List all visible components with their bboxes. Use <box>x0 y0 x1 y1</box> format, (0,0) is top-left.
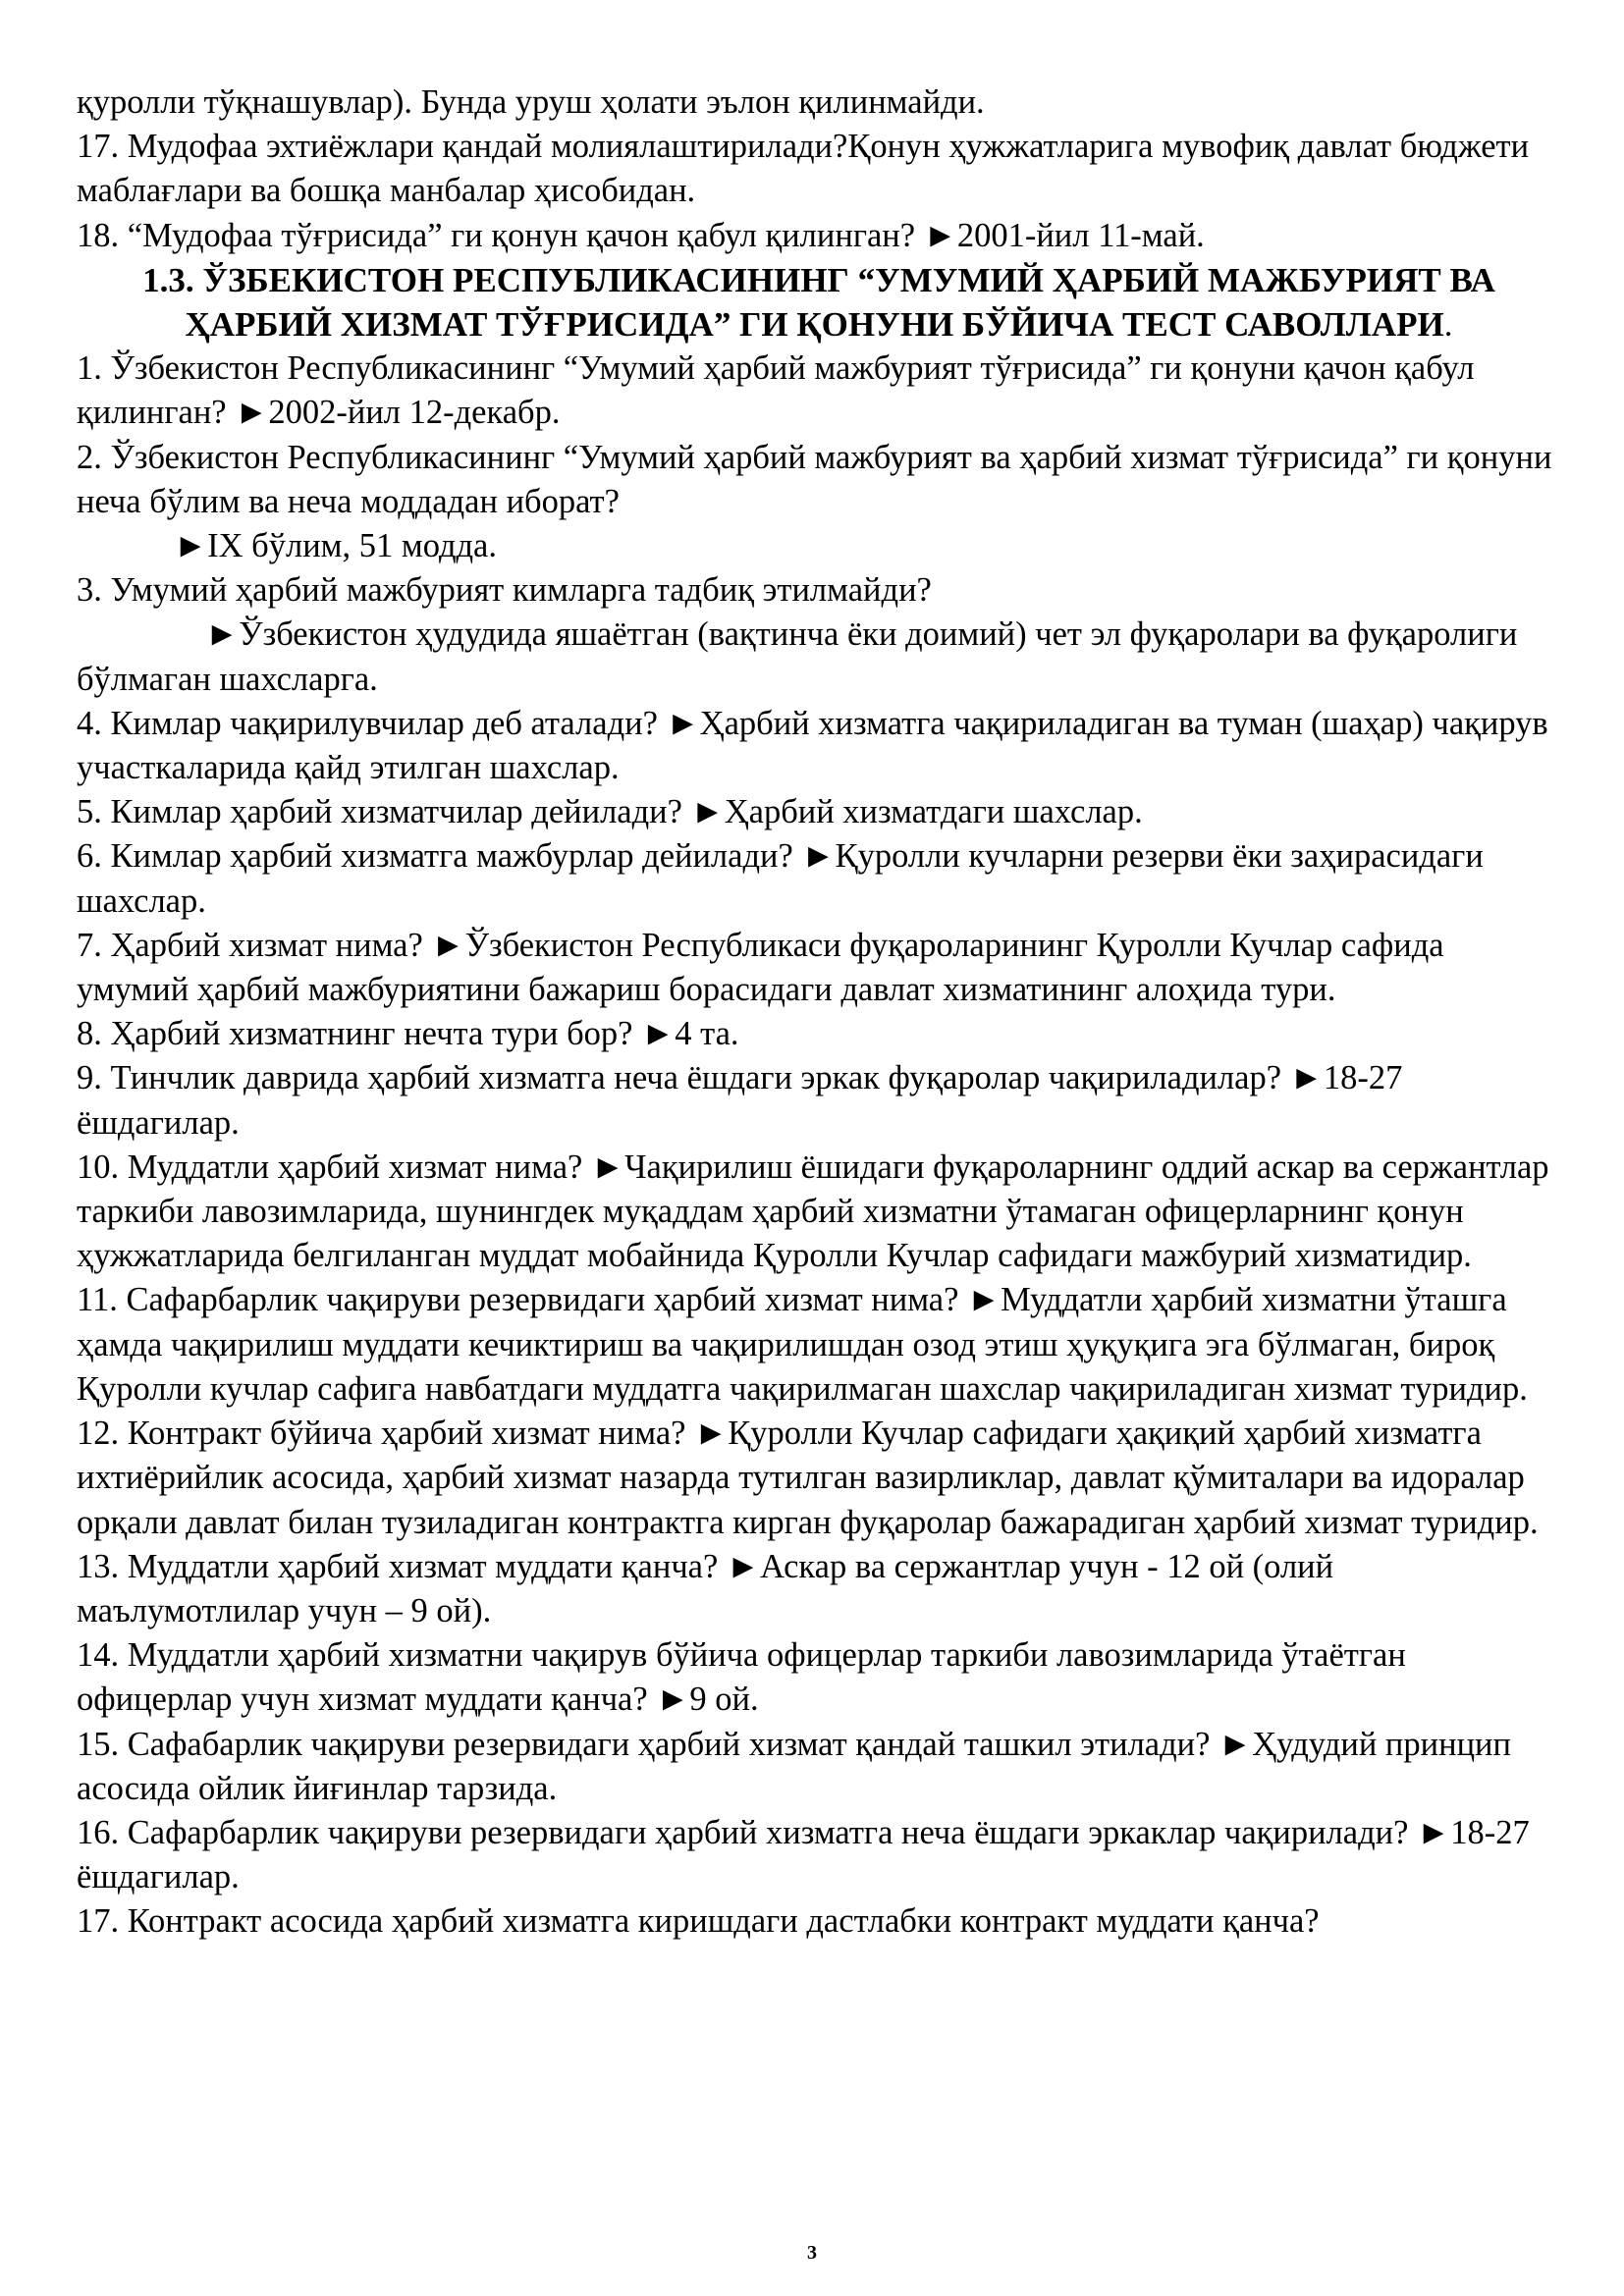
question-7: 7. Ҳарбий хизмат нима? ►Ўзбекистон Республикаси фуқароларининг Қуролли Кучлар сафида умумий ҳарбий мажбуриятини бажариш борасидаги давлат хизматининг алоҳида тури. <box>77 926 1444 1009</box>
answer-2: ►IX бўлим, 51 модда. <box>174 527 497 565</box>
question-13: 13. Муддатли ҳарбий хизмат муддати қанча? ►Аскар ва сержантлар учун - 12 ой (олий маълумотлилар учун – 9 ой). <box>77 1547 1334 1629</box>
question-5: 5. Кимлар ҳарбий хизматчилар дейилади? ►Ҳарбий хизматдаги шахслар. <box>77 793 1143 831</box>
question-2: 2. Ўзбекистон Республикасининг “Умумий ҳарбий мажбурият ва ҳарбий хизмат тўғрисида” ги қонуни неча бўлим ва неча моддадан иборат? <box>77 438 1552 520</box>
question-3: 3. Умумий ҳарбий мажбурият кимларга тадбиқ этилмайди? <box>77 571 932 610</box>
question-17: 17. Контракт асосида ҳарбий хизматга киришдаги дастлабки контракт муддати қанча? <box>77 1902 1320 1941</box>
question-15: 15. Сафабарлик чақируви резервидаги ҳарбий хизмат қандай ташкил этилади? ►Ҳудудий принцип асосида ойлик йиғинлар тарзида. <box>77 1725 1511 1807</box>
question-16: 16. Сафарбарлик чақируви резервидаги ҳарбий хизматга неча ёшдаги эркаклар чақирилади? ►18-27 ёшдагилар. <box>77 1813 1530 1896</box>
answer-3-text: ►Ўзбекистон ҳудудида яшаётган (вақтинча ёки доимий) чет эл фуқаролари ва фуқаролиги бўлмаган шахсларга. <box>77 615 1518 698</box>
question-8: 8. Ҳарбий хизматнинг нечта тури бор? ►4 та. <box>77 1015 739 1053</box>
question-1: 1. Ўзбекистон Республикасининг “Умумий ҳарбий мажбурият тўғрисида” ги қонуни қачон қабул қилинган? ►2002-йил 12-декабр. <box>77 349 1475 432</box>
question-defense-funding: 17. Мудофаа эхтиёжлари қандай молиялаштирилади?Қонун ҳужжатларига мувофиқ давлат бюджети маблағлари ва бошқа манбалар ҳисобидан. <box>77 128 1530 210</box>
section-heading-text: 1.3. ЎЗБЕКИСТОН РЕСПУБЛИКАСИНИНГ “УМУМИЙ ҲАРБИЙ МАЖБУРИЯТ ВА ҲАРБИЙ ХИЗМАТ ТЎҒРИСИДА” ГИ ҚОНУНИ БЎЙИЧА ТЕСТ САВОЛЛАРИ <box>142 260 1495 345</box>
section-heading <box>77 258 1561 347</box>
document-page <box>77 80 1561 1945</box>
question-12: 12. Контракт бўйича ҳарбий хизмат нима? ►Қуролли Кучлар сафидаги ҳақиқий ҳарбий хизматга ихтиёрийлик асосида, ҳарбий хизмат назарда тутилган вазирликлар, давлат қўмиталари ва идоралар орқали давлат билан тузиладиган контрактга кирган фуқаролар бажарадиган ҳарбий хизмат туридир. <box>77 1415 1539 1541</box>
answer-3 <box>77 613 1561 701</box>
question-defense-law-date: 18. “Мудофаа тўғрисида” ги қонун қачон қабул қилинган? ►2001-йил 11-май. <box>77 216 1205 254</box>
section-heading-period: . <box>1443 305 1453 345</box>
question-11: 11. Сафарбарлик чақируви резервидаги ҳарбий хизмат нима? ►Муддатли ҳарбий хизматни ўташга ҳамда чақирилиш муддати кечиктириш ва чақирилишдан озод этиш ҳуқуқига эга бўлмаган, бироқ Қуролли кучлар сафига навбатдаги муддатга чақирилмаган шахслар чақириладиган хизмат туридир. <box>77 1281 1528 1408</box>
question-14: 14. Муддатли ҳарбий хизматни чақирув бўйича офицерлар таркиби лавозимларида ўтаётган офицерлар учун хизмат муддати қанча? ►9 ой. <box>77 1636 1406 1719</box>
question-4: 4. Кимлар чақирилувчилар деб аталади? ►Ҳарбий хизматга чақириладиган ва туман (шаҳар) чақирув участкаларида қайд этилган шахслар. <box>77 704 1548 787</box>
paragraph-armed-conflicts: қуролли тўқнашувлар). Бунда уруш ҳолати эълон қилинмайди. <box>77 83 985 121</box>
question-9: 9. Тинчлик даврида ҳарбий хизматга неча ёшдаги эркак фуқаролар чақириладилар? ►18-27 ёшдагилар. <box>77 1059 1403 1142</box>
question-10: 10. Муддатли ҳарбий хизмат нима? ►Чақирилиш ёшидаги фуқароларнинг оддий аскар ва сержантлар таркиби лавозимларида, шунингдек муқаддам ҳарбий хизматни ўтамаган офицерларнинг қонун ҳужжатларида белгиланган муддат мобайнида Қуролли Кучлар сафидаги мажбурий хизматидир. <box>77 1148 1549 1275</box>
page-number: 3 <box>807 2242 817 2264</box>
question-6: 6. Кимлар ҳарбий хизматга мажбурлар дейилади? ►Қуролли кучларни резерви ёки заҳирасидаги шахслар. <box>77 837 1484 920</box>
